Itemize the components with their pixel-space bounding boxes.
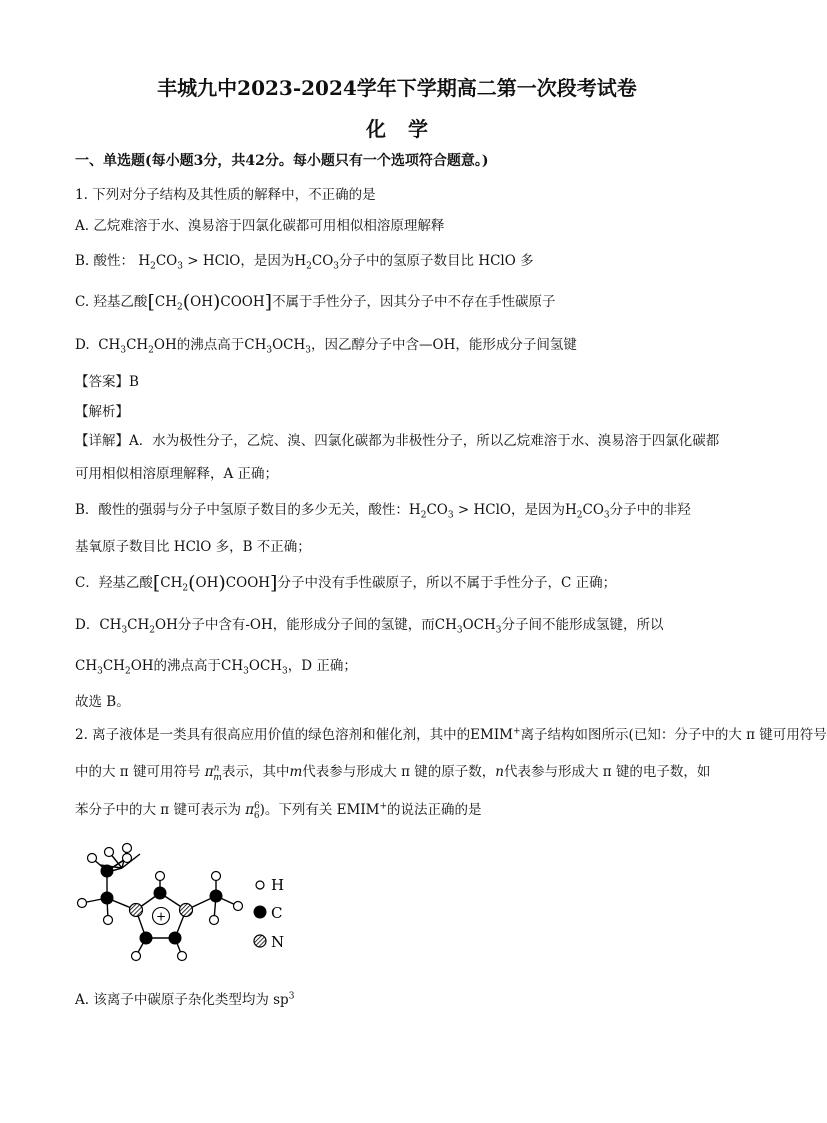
q1-detail-d-mid: 分子中含有-OH，能形成分子间的氢键，而 xyxy=(177,617,435,633)
formula-hclo: HClO xyxy=(202,253,241,269)
q1-conclusion: 故选 B。 xyxy=(75,694,130,710)
section-header: 一、单选题(每小题3分，共42分。每小题只有一个选项符合题意。) xyxy=(75,153,489,169)
q1-option-b xyxy=(75,249,534,272)
gt-sign: > xyxy=(187,253,199,269)
formula-h2co3: $H_2CO_3$ xyxy=(138,253,183,272)
q1-b-mid: ，是因为 xyxy=(240,253,295,269)
q1-detail-a: 【详解】A．水为极性分子，乙烷、溴、四氯化碳都为非极性分子，所以乙烷难溶于水、溴易溶于四氯化碳都可用相似相溶原理解释，A 正确； xyxy=(75,433,720,482)
q1-c-post: 不属于手性分子，因其分子中不存在手性碳原子 xyxy=(272,294,556,310)
q1-detail-c-post: 分子中没有手性碳原子，所以不属于手性分子，C 正确； xyxy=(277,575,617,591)
q1-detail-d-end: ，D 正确； xyxy=(287,658,357,674)
q1-detail-d-bp: 的沸点高于 xyxy=(153,658,222,674)
sp3-superscript: 3 xyxy=(288,991,295,1002)
ring-charge: + xyxy=(155,909,167,924)
sym-n: n xyxy=(495,764,504,780)
q1-detail-d-prefix: D． xyxy=(75,617,100,633)
legend-n-label: N xyxy=(271,933,285,951)
q2-stem-g: )。下列有关 EMIM xyxy=(259,802,380,818)
legend-h-label: H xyxy=(271,876,285,894)
q1-option-a: A. 乙烷难溶于水、溴易溶于四氯化碳都可用相似相溶原理解释 xyxy=(75,218,445,234)
q1-c-prefix: C. 羟基乙酸 xyxy=(75,294,148,310)
q1-b-prefix: B. 酸性： xyxy=(75,253,135,269)
q1-detail-c: C．羟基乙酸$[CH_2(OH)COOH]$分子中没有手性碳原子，所以不属于手性分子，C 正确； xyxy=(75,572,617,594)
legend-c-label: C xyxy=(271,904,283,922)
q2-stem-line3: 苯分子中的大 π 键可表示为 $\pi^6_6$)。下列有关 EMIM+的说法正确的是 xyxy=(75,801,482,821)
q2-stem-b: 离子结构如图所示(已知：分子中的大 π 键可用符号 xyxy=(520,727,827,743)
q2-stem-f: 苯分子中的大 π 键可表示为 xyxy=(75,802,246,818)
emim-structure-diagram xyxy=(70,838,370,978)
exam-title: 丰城九中2023-2024学年下学期高二第一次段考试卷 xyxy=(157,76,637,100)
q2-stem-h: 的说法正确的是 xyxy=(387,802,482,818)
q1-option-c: C. 羟基乙酸$[CH_2(OH)COOH]$不属于手性分子，因其分子中不存在手性碳原子 xyxy=(75,291,556,313)
q1-detail-b-text: B．酸性的强弱与分子中氢原子数目的多少无关，酸性： xyxy=(75,502,409,518)
q2-option-a-text: A. 该离子中碳原子杂化类型均为 sp xyxy=(75,992,289,1008)
q1-analysis-label: 【解析】 xyxy=(75,404,129,420)
q1-option-d: D. $CH_3CH_2OH$的沸点高于$CH_3OCH_3$，因乙醇分子中含—OH，能形成分子间氢键 xyxy=(75,337,577,356)
formula-h2co3-2: $H_2CO_3$ xyxy=(294,253,340,272)
q1-detail-b-line2: 基氧原子数目比 HClO 多，B 不正确； xyxy=(75,539,311,555)
q1-d-post2: ，因乙醇分子中含—OH，能形成分子间氢键 xyxy=(311,337,577,353)
q1-b-post: 分子中的氢原子数目比 HClO 多 xyxy=(339,253,534,269)
q2-stem-e: 代表参与形成大 π 键的电子数，如 xyxy=(503,764,711,780)
q1-detail-b-line1: B．酸性的强弱与分子中氢原子数目的多少无关，酸性：$H_2CO_3$ > HClO，是因为$H_2CO_3$分子中的非羟 xyxy=(75,502,691,521)
q2-stem-line2: 中的大 π 键可用符号 $\pi^n_m$表示，其中m代表参与形成大 π 键的原子数，n代表参与形成大 π 键的电子数，如 xyxy=(75,763,711,783)
q1-answer: 【答案】B xyxy=(75,374,139,390)
q1-d-post1: 的沸点高于 xyxy=(176,337,245,353)
q2-stem-a: 2. 离子液体是一类具有很高应用价值的绿色溶剂和催化剂，其中的EMIM xyxy=(75,727,514,743)
sym-m: m xyxy=(289,764,303,780)
q2-option-a xyxy=(75,988,294,1008)
q2-stem-c: 表示，其中 xyxy=(221,764,290,780)
q1-stem: 1. 下列对分子结构及其性质的解释中，不正确的是 xyxy=(75,187,376,203)
q2-stem-line1: 2. 离子液体是一类具有很高应用价值的绿色溶剂和催化剂，其中的EMIM+离子结构如图所示(已知：分子中的大 π 键可用符号 xyxy=(75,726,827,743)
q1-detail-d-tail: 分子间不能形成氢键，所以 xyxy=(501,617,664,633)
q1-detail-c-text: C．羟基乙酸 xyxy=(75,575,153,591)
subject-heading: 化学 xyxy=(366,117,450,141)
q1-detail-d-line1: D．$CH_3CH_2OH$分子中含有-OH，能形成分子间的氢键，而$CH_3OCH_3$分子间不能形成氢键，所以 xyxy=(75,617,664,636)
q1-detail-b-mid: ，是因为 xyxy=(510,502,565,518)
q2-stem-d: 代表参与形成大 π 键的原子数， xyxy=(302,764,496,780)
q1-detail-d-line2: $CH_3CH_2OH$的沸点高于$CH_3OCH_3$，D 正确； xyxy=(75,658,357,677)
q1-detail-b-tail: 分子中的非羟 xyxy=(609,502,691,518)
